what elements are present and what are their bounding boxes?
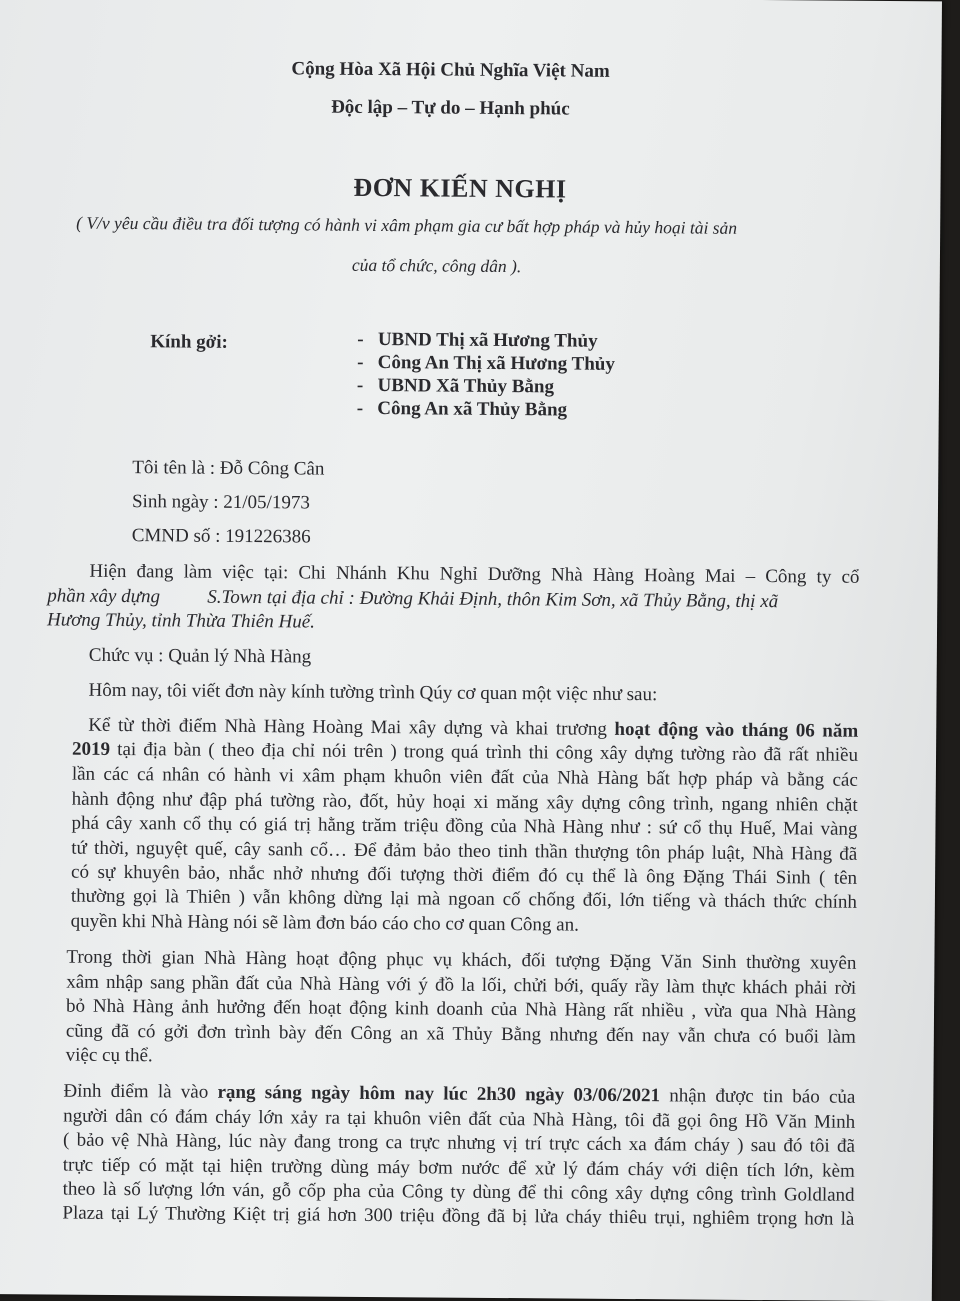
sender-name: Tôi tên là : Đỗ Công Cân (132, 457, 325, 480)
workplace-line: Hương Thủy, tỉnh Thừa Thiên Huế. (47, 609, 316, 633)
paragraph-line: phá cây xanh cổ thụ có giá trị hằng trăm triệu đồng của Nhà Hàng như : sứ cổ thụ Huế, Mai vàng (71, 812, 858, 840)
position-line: Chức vụ : Quản lý Nhà Hàng (88, 644, 312, 668)
addressee-item: - UBND Thị xã Hương Thủy (357, 328, 598, 352)
sender-id: CMND số : 191226386 (131, 525, 311, 548)
paragraph-line: cũng đã có gởi đơn trình bày đến Công an xã Thủy Bằng nhưng đến nay vẫn chưa có buổi làm (65, 1020, 856, 1048)
paragraph-line: quyền khi Nhà Hàng nói sẽ làm đơn báo cáo cho cơ quan Công an. (70, 910, 579, 936)
paragraph-line: 2019 tại địa bàn ( theo địa chỉ nói trên ) trong quá trình thi công xây dựng tường rào đã rất nhiều (71, 738, 859, 766)
addressee-item: - UBND Xã Thủy Bằng (356, 374, 555, 398)
sender-dob: Sinh ngày : 21/05/1973 (131, 491, 310, 514)
pen-mark (16, 0, 50, 11)
workplace-line: phần xây dựng (47, 585, 161, 608)
paragraph-line: Plaza tại Lý Thường Kiệt trị giá hơn 300 triệu đồng đã bị lửa cháy thiêu trụi, nghiêm trọng hơn là (62, 1202, 855, 1230)
addressee-label: Kính gởi: (150, 331, 228, 353)
paragraph-line: lần các cá nhân có hành vi xâm phạm khuôn viên đất của Nhà Hàng bất hợp pháp và bằng các (71, 763, 858, 791)
addressee-item: - Công An Thị xã Hương Thủy (357, 351, 615, 375)
paragraph-line: Trong thời gian Nhà Hàng hoạt động phục vụ khách, đối tượng Đặng Văn Sinh thường xuyên (66, 946, 857, 974)
paragraph-line: trực tiếp có mặt tại hiện trường dùng máy bơm nước để xử lý đám cháy với diện tích lớn, kèm (62, 1154, 855, 1182)
intro-line: Hôm nay, tôi viết đơn này kính tường trình Qúy cơ quan một việc như sau: (88, 679, 658, 706)
subtitle-line-1: ( V/v yêu cầu điều tra đối tượng có hành vi xâm phạm gia cư bất hợp pháp và hủy hoại tài sản (76, 212, 738, 238)
document-title: ĐƠN KIẾN NGHỊ (353, 172, 567, 204)
country-heading: Cộng Hòa Xã Hội Chủ Nghĩa Việt Nam (291, 58, 610, 82)
paragraph-line: tứ thời, nguyệt quế, cây sanh cổ… Để đảm bảo theo tinh thần thượng tôn pháp luật, Nhà Hàng đã (71, 837, 858, 865)
paragraph-line: có sự khuyên bảo, nhắc nhở nhưng đối tượng thời điểm đó cụ thể là ông Đặng Thái Sinh ( tên (71, 861, 858, 889)
subtitle-line-2: của tổ chức, công dân ). (351, 254, 522, 277)
addressee-item: - Công An xã Thủy Bằng (356, 397, 568, 421)
motto-heading: Độc lập – Tự do – Hạnh phúc (331, 96, 570, 120)
paragraph-line: người dân có đám cháy lớn xảy ra tại khuôn viên đất của Nhà Hàng, tôi đã gọi ông Hồ Văn Minh (63, 1105, 856, 1133)
paragraph-line: hành động như đập phá tường rào, đốt, hủy hoại xi măng xây dựng công trình, ngang nhiên chặt (71, 788, 858, 816)
paragraph-line: thường gọi là Thiên ) vẫn không dừng lại mà ngoan cố chống đối, lớn tiếng và thách thức chính (70, 885, 857, 913)
paragraph-line: việc cụ thể. (65, 1044, 153, 1067)
workplace-line: S.Town tại địa chỉ : Đường Khải Định, thôn Kim Sơn, xã Thủy Bằng, thị xã (207, 586, 779, 613)
paragraph-line: Đỉnh điểm là vào rạng sáng ngày hôm nay lúc 2h30 ngày 03/06/2021 nhận được tin báo của (63, 1080, 856, 1108)
workplace-line: Hiện đang làm việc tại: Chi Nhánh Khu Nghỉ Dưỡng Nhà Hàng Hoàng Mai – Công ty cổ (89, 560, 860, 588)
paragraph-line: theo là số lượng lớn ván, gỗ cốp pha của Công ty dùng để thi công xây dựng công trình Goldland (62, 1178, 855, 1206)
paragraph-line: xâm nhập sang phần đất của Nhà Hàng với ý đồ la lối, chửi bới, quấy rầy làm thực khách phải rời (66, 971, 857, 999)
paragraph-line: ( bảo vệ Nhà Hàng, lúc này đang trong ca trực nhưng vị trí trực cách xa đám cháy ) sau đó tôi đã (62, 1129, 856, 1157)
paragraph-line: Kể từ thời điểm Nhà Hàng Hoàng Mai xây dựng và khai trương hoạt động vào tháng 06 năm (88, 714, 859, 742)
paragraph-line: bỏ Nhà Hàng ảnh hưởng đến hoạt động kinh doanh của Nhà Hàng rất nhiều , vừa qua Nhà Hàng (65, 995, 857, 1023)
